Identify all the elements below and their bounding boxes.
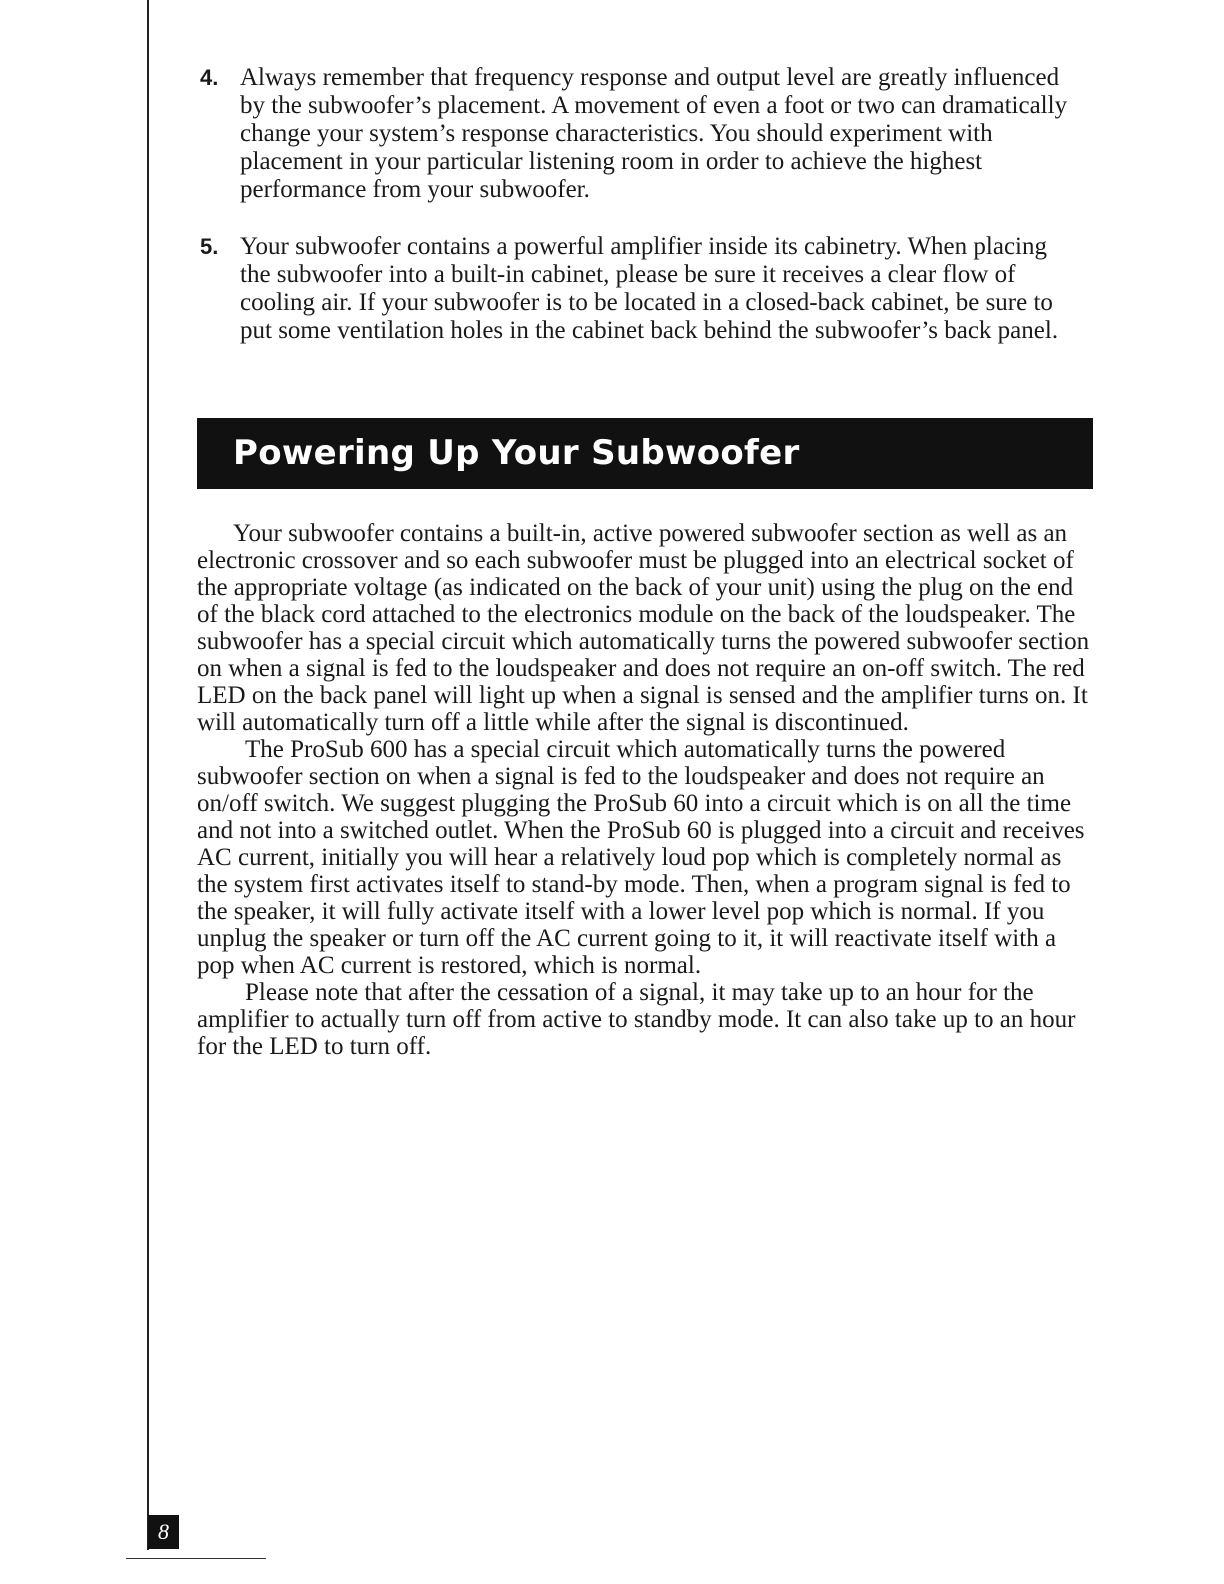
list-item-4 [200, 64, 1080, 204]
section-title: Powering Up Your Subwoofer [233, 433, 800, 473]
paragraph: Your subwoofer contains a built-in, active powered subwoofer section as well as an electronic crossover and so each subwoofer must be plugged into an electrical socket of the appropriate voltage (as indicated on the back of your unit) using the plug on the end of the black cord attached to the electronics module on the back of the loudspeaker. The subwoofer has a special circuit which automatically turns the powered subwoofer section on when a signal is fed to the loudspeaker and does not require an on-off switch. The red LED on the back panel will light up when a signal is sensed and the amplifier turns on. It will automatically turn off a little while after the signal is discontinued. [197, 520, 1090, 736]
list-item-text: Your subwoofer contains a powerful amplifier inside its cabinetry. When placing the subwoofer into a built-in cabinet, please be sure it receives a clear flow of cooling air. If your subwoofer is to be located in a closed-back cabinet, be sure to put some ventilation holes in the cabinet back behind the subwoofer’s back panel. [240, 233, 1059, 344]
section-body [197, 520, 1097, 1060]
list-item-5 [200, 233, 1080, 345]
page-number: 8 [148, 1515, 179, 1549]
section-banner [197, 418, 1093, 489]
list-number: 4. [200, 65, 219, 90]
list-number: 5. [200, 234, 219, 259]
paragraph: The ProSub 600 has a special circuit which automatically turns the powered subwoofer section on when a signal is fed to the loudspeaker and does not require an on/off switch. We suggest plugging the ProSub 60 into a circuit which is on all the time and not into a switched outlet. When the ProSub 60 is plugged into a circuit and receives AC current, initially you will hear a relatively loud pop which is completely normal as the system first activates itself to stand-by mode. Then, when a program signal is fed to the speaker, it will fully activate itself with a lower level pop which is normal. If you unplug the speaker or turn off the AC current going to it, it will reactivate itself with a pop when AC current is restored, which is normal. [197, 736, 1085, 979]
paragraph: Please note that after the cessation of a signal, it may take up to an hour for the amplifier to actually turn off from active to standby mode. It can also take up to an hour for the LED to turn off. [197, 979, 1076, 1060]
footer-rule [126, 1558, 266, 1559]
binding-line [147, 0, 149, 1550]
list-item-text: Always remember that frequency response and output level are greatly influenced by the subwoofer’s placement. A movement of even a foot or two can dramatically change your system’s response characteristics. You should experiment with placement in your particular listening room in order to achieve the highest performance from your subwoofer. [240, 64, 1068, 203]
numbered-list [200, 64, 1080, 374]
